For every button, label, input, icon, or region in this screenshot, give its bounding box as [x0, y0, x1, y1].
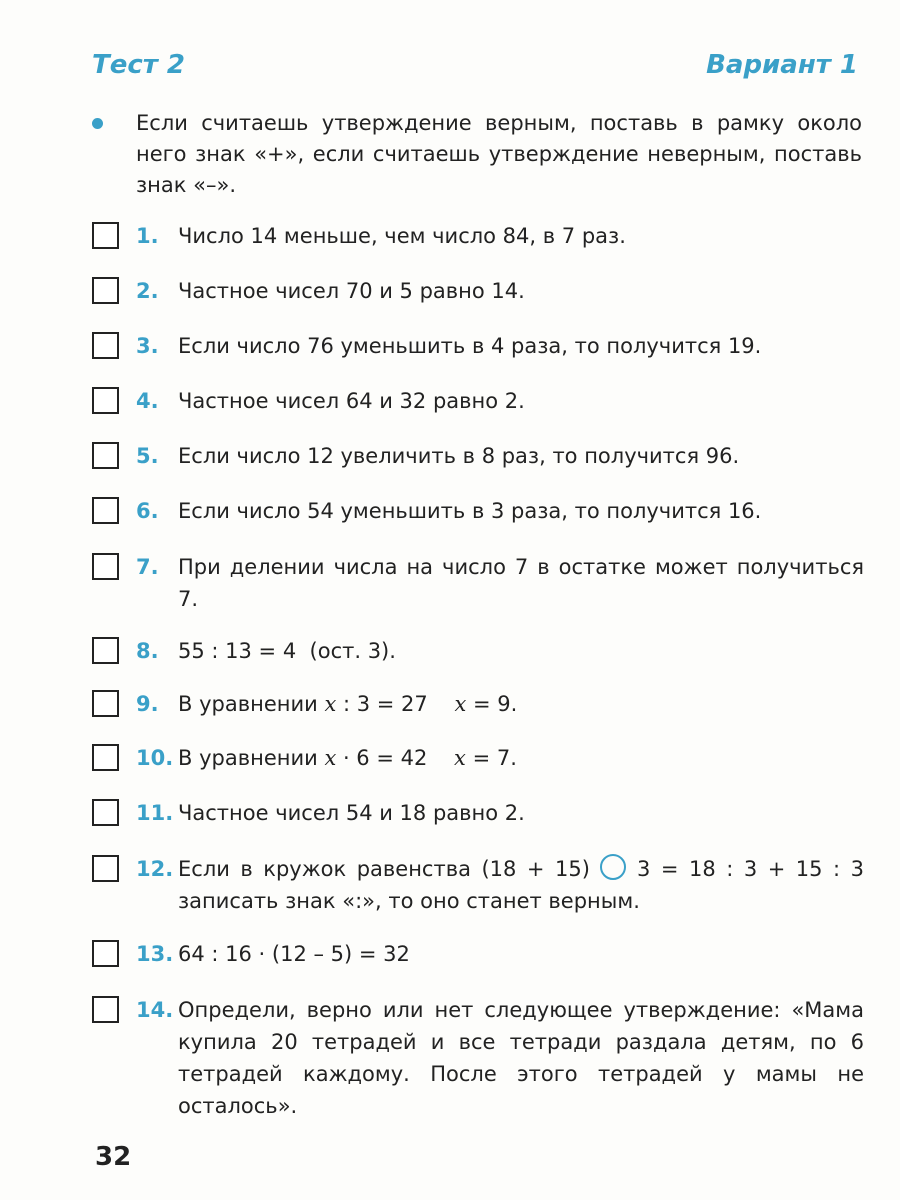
instructions [92, 108, 862, 201]
empty-circle-slot[interactable] [600, 854, 626, 880]
bullet-icon [92, 118, 103, 129]
question-1 [92, 220, 864, 252]
question-number: 5. [136, 444, 159, 468]
question-text: 55 : 13 = 4 (ост. 3). [178, 639, 396, 663]
question-number: 4. [136, 389, 159, 413]
question-5 [92, 440, 864, 472]
instructions-text: Если считаешь утверждение верным, поставь в рамку около него знак «+», если считаешь утверждение неверным, поставь знак «–». [136, 111, 862, 197]
question-number: 12. [136, 857, 174, 881]
text-part: · 6 = 42 [336, 746, 455, 770]
variable-x: x [324, 746, 337, 770]
question-number: 6. [136, 499, 159, 523]
text-part: В уравнении [178, 746, 325, 770]
answer-checkbox[interactable] [92, 855, 119, 882]
answer-checkbox[interactable] [92, 553, 119, 580]
question-text: Частное чисел 54 и 18 равно 2. [178, 801, 525, 825]
text-part: Если в кружок равенства (18 + 15) [178, 857, 601, 881]
variable-x: x [324, 692, 337, 716]
variant-title: Вариант 1 [706, 50, 858, 80]
question-number: 2. [136, 279, 159, 303]
question-10 [92, 742, 864, 774]
answer-checkbox[interactable] [92, 996, 119, 1023]
question-text: Если число 12 увеличить в 8 раз, то получится 96. [178, 444, 740, 468]
test-title: Тест 2 [92, 50, 185, 80]
answer-checkbox[interactable] [92, 332, 119, 359]
answer-checkbox[interactable] [92, 387, 119, 414]
question-text [178, 742, 864, 774]
question-13 [92, 938, 864, 970]
question-text [178, 853, 864, 917]
question-number: 3. [136, 334, 159, 358]
question-number: 14. [136, 998, 174, 1022]
answer-checkbox[interactable] [92, 637, 119, 664]
variable-x: x [454, 692, 467, 716]
question-text: Если число 54 уменьшить в 3 раза, то получится 16. [178, 499, 762, 523]
answer-checkbox[interactable] [92, 222, 119, 249]
answer-checkbox[interactable] [92, 497, 119, 524]
question-3 [92, 330, 864, 362]
question-9 [92, 688, 864, 720]
question-number: 9. [136, 692, 159, 716]
question-7 [92, 551, 864, 615]
page-header [92, 50, 858, 90]
answer-checkbox[interactable] [92, 277, 119, 304]
question-14 [92, 994, 864, 1122]
answer-checkbox[interactable] [92, 799, 119, 826]
text-part: 3 = 18 : 3 + 15 : 3 записать знак «:», то оно станет верным. [178, 857, 864, 913]
question-text: Частное чисел 70 и 5 равно 14. [178, 279, 525, 303]
question-2 [92, 275, 864, 307]
question-number: 8. [136, 639, 159, 663]
question-text: При делении числа на число 7 в остатке может получиться 7. [178, 555, 864, 611]
question-number: 13. [136, 942, 174, 966]
question-text: 64 : 16 · (12 – 5) = 32 [178, 942, 410, 966]
question-text: Частное чисел 64 и 32 равно 2. [178, 389, 525, 413]
answer-checkbox[interactable] [92, 690, 119, 717]
question-4 [92, 385, 864, 417]
text-part: = 9. [466, 692, 518, 716]
question-6 [92, 495, 864, 527]
text-part: = 7. [465, 746, 517, 770]
question-number: 7. [136, 555, 159, 579]
question-text [178, 688, 864, 720]
question-number: 1. [136, 224, 159, 248]
variable-x: x [454, 746, 466, 770]
text-part: В уравнении [178, 692, 325, 716]
question-text: Определи, верно или нет следующее утверждение: «Мама купила 20 тетрадей и все тетради раздала детям, по 6 тетрадей каждому. После этого тетрадей у мамы не осталось». [178, 998, 864, 1118]
page-number: 32 [95, 1142, 132, 1172]
question-number: 11. [136, 801, 174, 825]
answer-checkbox[interactable] [92, 940, 119, 967]
question-text: Если число 76 уменьшить в 4 раза, то получится 19. [178, 334, 762, 358]
answer-checkbox[interactable] [92, 442, 119, 469]
question-text: Число 14 меньше, чем число 84, в 7 раз. [178, 224, 626, 248]
question-12 [92, 853, 864, 917]
question-8 [92, 635, 864, 667]
answer-checkbox[interactable] [92, 744, 119, 771]
question-11 [92, 797, 864, 829]
question-number: 10. [136, 746, 174, 770]
text-part: : 3 = 27 [336, 692, 455, 716]
